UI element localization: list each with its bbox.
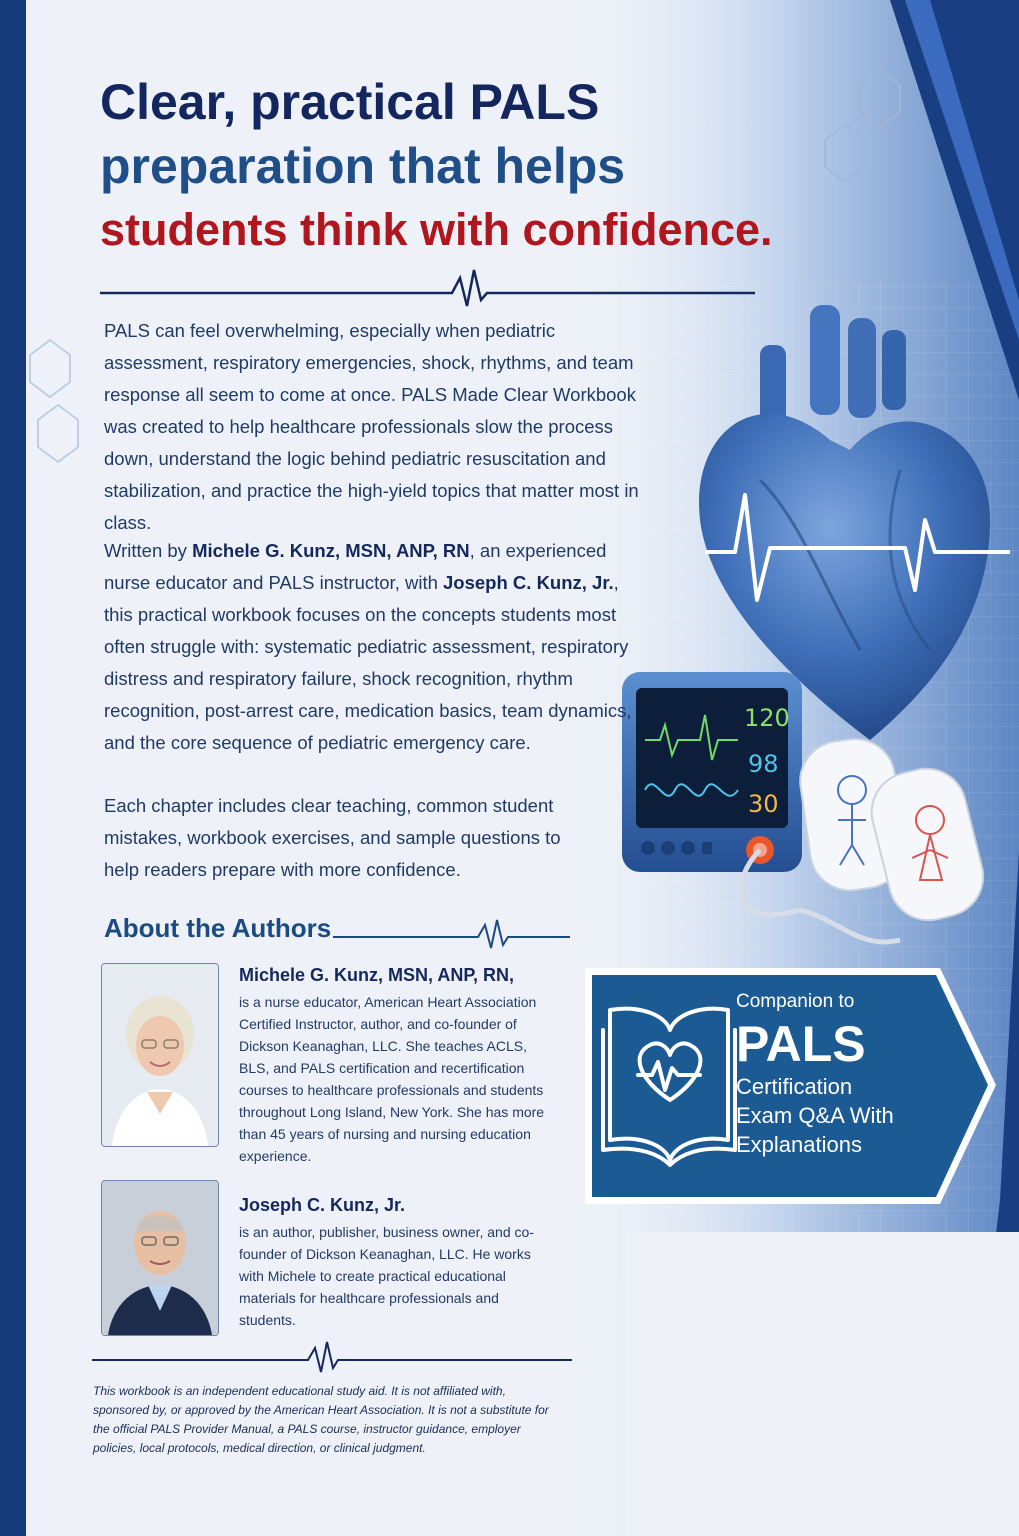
badge-pre: Companion to <box>736 991 855 1012</box>
headline <box>100 70 900 262</box>
monitor-rr-value: 30 <box>748 790 779 818</box>
headline-line-1: Clear, practical PALS <box>100 74 600 130</box>
author-name-michele: Michele G. Kunz, MSN, ANP, RN, <box>239 965 515 985</box>
headline-line-2: preparation that helps <box>100 138 626 194</box>
intro-paragraph-3: Each chapter includes clear teaching, common student mistakes, workbook exercises, and sample questions to help readers prepare with more confidence. <box>104 795 561 880</box>
monitor-hr-value: 120 <box>744 704 790 732</box>
p2-prefix: Written by <box>104 540 193 561</box>
author-photo-michele <box>101 963 219 1147</box>
p2-author-2: Joseph C. Kunz, Jr. <box>443 572 614 593</box>
badge-line-3: Explanations <box>736 1132 862 1157</box>
author-bio-michele: is a nurse educator, American Heart Association Certified Instructor, author, and co-founder of Dickson Keanaghan, LLC. She teaches ACLS, BLS, and PALS certification and recertification courses to healthcare professionals and students throughout Long Island, New York. She has more than 45 years of nursing and nursing education experience. <box>239 994 545 1164</box>
badge-line-2: Exam Q&A With <box>736 1103 894 1128</box>
p2-author-1: Michele G. Kunz, MSN, ANP, RN <box>192 540 470 561</box>
author-photo-joseph <box>101 1180 219 1336</box>
companion-badge <box>736 988 894 1159</box>
disclaimer: This workbook is an independent educational study aid. It is not affiliated with, sponsored by, or approved by the American Heart Association. It is not a substitute for the official PALS Provider Manual, a PALS course, instructor guidance, employer policies, local protocols, medical direction, or clinical judgment. <box>93 1384 549 1455</box>
author-bio-joseph: is an author, publisher, business owner, and co-founder of Dickson Keanaghan, LLC. He works with Michele to create practical educational materials for healthcare professionals and students. <box>239 1224 534 1328</box>
headline-line-3: students think with confidence. <box>100 204 773 255</box>
badge-line-1: Certification <box>736 1074 853 1099</box>
intro-paragraph-2 <box>104 535 644 759</box>
badge-title: PALS <box>736 1016 866 1072</box>
monitor-spo2-value: 98 <box>748 750 779 778</box>
p2-suffix: , this practical workbook focuses on the concepts students most often struggle with: systematic pediatric assessment, respiratory distress and respiratory failure, shock recognition, rhythm recognition, post-arrest care, medication basics, team dynamics, and the core sequence of pediatric emergency care. <box>104 572 632 753</box>
intro-paragraph-1: PALS can feel overwhelming, especially when pediatric assessment, respiratory emergencies, shock, rhythms, and team response all seem to come at once. PALS Made Clear Workbook was created to help healthcare professionals slow the process down, understand the logic behind pediatric resuscitation and stabilization, and practice the high-yield topics that matter most in class. <box>104 320 639 533</box>
author-name-joseph: Joseph C. Kunz, Jr. <box>239 1195 406 1215</box>
about-heading: About the Authors <box>104 913 332 943</box>
p2-middle: , an experienced nurse educator and PALS instructor, with <box>104 540 607 593</box>
